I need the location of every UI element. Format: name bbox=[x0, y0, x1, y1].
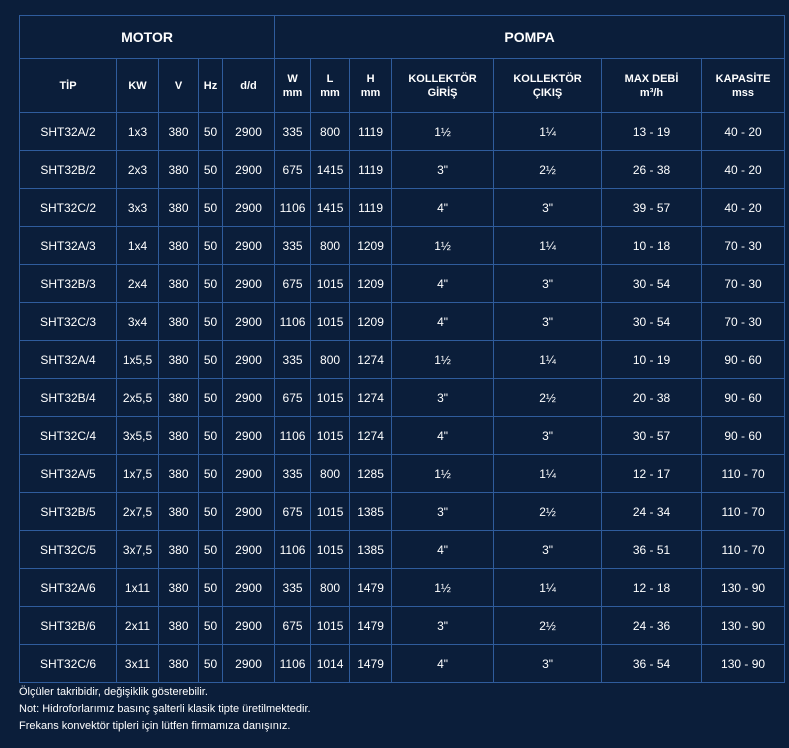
column-header-kollektor-giris bbox=[392, 59, 494, 113]
cell-kapasite: 110 - 70 bbox=[702, 493, 785, 531]
cell-max-debi: 13 - 19 bbox=[602, 113, 702, 151]
cell-w: 1106 bbox=[275, 303, 311, 341]
cell-kollektor-cikis: 3" bbox=[494, 645, 602, 683]
cell-hz: 50 bbox=[199, 417, 223, 455]
column-header-row bbox=[20, 59, 785, 113]
cell-l: 800 bbox=[311, 569, 350, 607]
cell-w: 1106 bbox=[275, 531, 311, 569]
cell-kollektor-giris: 4" bbox=[392, 303, 494, 341]
cell-hz: 50 bbox=[199, 531, 223, 569]
cell-hz: 50 bbox=[199, 455, 223, 493]
cell-kollektor-giris: 4" bbox=[392, 265, 494, 303]
cell-l: 1015 bbox=[311, 531, 350, 569]
cell-max-debi: 26 - 38 bbox=[602, 151, 702, 189]
footnotes bbox=[19, 684, 311, 735]
column-header-line2: mm bbox=[360, 86, 381, 99]
column-header-line1: d/d bbox=[240, 79, 257, 92]
cell-rpm: 2900 bbox=[223, 151, 275, 189]
cell-w: 1106 bbox=[275, 417, 311, 455]
cell-max-debi: 10 - 18 bbox=[602, 227, 702, 265]
column-header-line1: W bbox=[287, 72, 298, 85]
cell-rpm: 2900 bbox=[223, 455, 275, 493]
cell-w: 675 bbox=[275, 493, 311, 531]
cell-kw: 1x4 bbox=[117, 227, 159, 265]
cell-w: 675 bbox=[275, 151, 311, 189]
cell-v: 380 bbox=[159, 341, 199, 379]
cell-tip: SHT32A/2 bbox=[20, 113, 117, 151]
cell-kapasite: 70 - 30 bbox=[702, 303, 785, 341]
cell-tip: SHT32C/2 bbox=[20, 189, 117, 227]
footnote-line: Frekans konvektör tipleri için lütfen firmamıza danışınız. bbox=[19, 720, 291, 732]
cell-rpm: 2900 bbox=[223, 227, 275, 265]
cell-hz: 50 bbox=[199, 265, 223, 303]
cell-kollektor-cikis: 2½ bbox=[494, 151, 602, 189]
cell-v: 380 bbox=[159, 531, 199, 569]
column-header-kw bbox=[117, 59, 159, 113]
cell-h: 1479 bbox=[350, 569, 392, 607]
table-row bbox=[20, 151, 785, 189]
cell-hz: 50 bbox=[199, 151, 223, 189]
column-header-line1: KAPASİTE bbox=[715, 72, 771, 85]
cell-rpm: 2900 bbox=[223, 607, 275, 645]
cell-kw: 2x7,5 bbox=[117, 493, 159, 531]
cell-kollektor-cikis: 3" bbox=[494, 417, 602, 455]
cell-l: 1415 bbox=[311, 189, 350, 227]
column-header-max-debi bbox=[602, 59, 702, 113]
cell-max-debi: 10 - 19 bbox=[602, 341, 702, 379]
column-header-line1: KOLLEKTÖR bbox=[513, 72, 582, 85]
table-row bbox=[20, 113, 785, 151]
column-header-hz bbox=[199, 59, 223, 113]
cell-l: 1015 bbox=[311, 379, 350, 417]
cell-w: 335 bbox=[275, 455, 311, 493]
cell-w: 335 bbox=[275, 569, 311, 607]
cell-v: 380 bbox=[159, 455, 199, 493]
column-header-line1: L bbox=[326, 72, 334, 85]
cell-w: 335 bbox=[275, 113, 311, 151]
cell-kw: 3x4 bbox=[117, 303, 159, 341]
cell-kollektor-cikis: 1¼ bbox=[494, 341, 602, 379]
cell-kollektor-giris: 1½ bbox=[392, 569, 494, 607]
cell-hz: 50 bbox=[199, 569, 223, 607]
cell-w: 335 bbox=[275, 227, 311, 265]
cell-kw: 3x5,5 bbox=[117, 417, 159, 455]
cell-kollektor-cikis: 1¼ bbox=[494, 569, 602, 607]
cell-w: 675 bbox=[275, 265, 311, 303]
cell-tip: SHT32B/5 bbox=[20, 493, 117, 531]
cell-kollektor-giris: 3" bbox=[392, 379, 494, 417]
cell-kapasite: 130 - 90 bbox=[702, 645, 785, 683]
cell-h: 1209 bbox=[350, 227, 392, 265]
cell-tip: SHT32A/3 bbox=[20, 227, 117, 265]
cell-v: 380 bbox=[159, 569, 199, 607]
column-header-line2: mm bbox=[320, 86, 340, 99]
cell-kapasite: 130 - 90 bbox=[702, 569, 785, 607]
cell-rpm: 2900 bbox=[223, 189, 275, 227]
cell-hz: 50 bbox=[199, 303, 223, 341]
cell-kw: 2x11 bbox=[117, 607, 159, 645]
cell-tip: SHT32A/5 bbox=[20, 455, 117, 493]
table-row bbox=[20, 645, 785, 683]
cell-tip: SHT32B/6 bbox=[20, 607, 117, 645]
cell-max-debi: 30 - 57 bbox=[602, 417, 702, 455]
cell-tip: SHT32C/4 bbox=[20, 417, 117, 455]
cell-kollektor-giris: 3" bbox=[392, 493, 494, 531]
cell-h: 1385 bbox=[350, 493, 392, 531]
cell-hz: 50 bbox=[199, 645, 223, 683]
cell-v: 380 bbox=[159, 227, 199, 265]
cell-tip: SHT32B/2 bbox=[20, 151, 117, 189]
column-header-line1: H bbox=[366, 72, 375, 85]
cell-max-debi: 39 - 57 bbox=[602, 189, 702, 227]
cell-kollektor-giris: 1½ bbox=[392, 227, 494, 265]
column-header-rpm bbox=[223, 59, 275, 113]
cell-rpm: 2900 bbox=[223, 645, 275, 683]
cell-kollektor-giris: 3" bbox=[392, 151, 494, 189]
cell-kapasite: 90 - 60 bbox=[702, 341, 785, 379]
cell-rpm: 2900 bbox=[223, 493, 275, 531]
cell-max-debi: 30 - 54 bbox=[602, 265, 702, 303]
cell-max-debi: 36 - 54 bbox=[602, 645, 702, 683]
column-header-h bbox=[350, 59, 392, 113]
column-header-line1: MAX DEBİ bbox=[624, 72, 679, 85]
cell-v: 380 bbox=[159, 645, 199, 683]
cell-max-debi: 30 - 54 bbox=[602, 303, 702, 341]
column-header-kapasite bbox=[702, 59, 785, 113]
table-row bbox=[20, 493, 785, 531]
column-header-line1: KW bbox=[128, 79, 147, 92]
cell-kapasite: 70 - 30 bbox=[702, 265, 785, 303]
cell-hz: 50 bbox=[199, 379, 223, 417]
column-header-line2: mss bbox=[732, 86, 755, 99]
cell-l: 1015 bbox=[311, 303, 350, 341]
cell-kapasite: 40 - 20 bbox=[702, 189, 785, 227]
cell-l: 1015 bbox=[311, 607, 350, 645]
cell-kollektor-cikis: 3" bbox=[494, 189, 602, 227]
column-header-kollektor-cikis bbox=[494, 59, 602, 113]
cell-kollektor-cikis: 3" bbox=[494, 303, 602, 341]
cell-h: 1274 bbox=[350, 417, 392, 455]
cell-h: 1119 bbox=[350, 113, 392, 151]
cell-tip: SHT32B/4 bbox=[20, 379, 117, 417]
column-header-line1: KOLLEKTÖR bbox=[408, 72, 477, 85]
cell-v: 380 bbox=[159, 417, 199, 455]
cell-max-debi: 24 - 34 bbox=[602, 493, 702, 531]
cell-h: 1385 bbox=[350, 531, 392, 569]
spec-table bbox=[19, 15, 785, 683]
column-header-l bbox=[311, 59, 350, 113]
table-row bbox=[20, 569, 785, 607]
cell-hz: 50 bbox=[199, 189, 223, 227]
cell-w: 1106 bbox=[275, 645, 311, 683]
cell-v: 380 bbox=[159, 189, 199, 227]
footnote-line: Ölçüler takribidir, değişiklik gösterebilir. bbox=[19, 686, 208, 698]
column-header-line1: V bbox=[174, 79, 183, 92]
cell-kollektor-cikis: 3" bbox=[494, 531, 602, 569]
cell-rpm: 2900 bbox=[223, 569, 275, 607]
cell-kollektor-giris: 1½ bbox=[392, 341, 494, 379]
cell-h: 1209 bbox=[350, 265, 392, 303]
cell-l: 800 bbox=[311, 113, 350, 151]
table-row bbox=[20, 417, 785, 455]
cell-w: 1106 bbox=[275, 189, 311, 227]
cell-kapasite: 130 - 90 bbox=[702, 607, 785, 645]
table-row bbox=[20, 265, 785, 303]
column-header-line2: ÇIKIŞ bbox=[532, 86, 563, 99]
cell-kollektor-cikis: 2½ bbox=[494, 493, 602, 531]
column-header-v bbox=[159, 59, 199, 113]
cell-h: 1274 bbox=[350, 341, 392, 379]
cell-tip: SHT32C/3 bbox=[20, 303, 117, 341]
column-header-tip bbox=[20, 59, 117, 113]
column-header-line2: mm bbox=[282, 86, 303, 99]
cell-kapasite: 90 - 60 bbox=[702, 417, 785, 455]
column-header-line2: GİRİŞ bbox=[427, 86, 458, 99]
cell-kw: 2x4 bbox=[117, 265, 159, 303]
cell-kapasite: 40 - 20 bbox=[702, 151, 785, 189]
cell-kw: 3x7,5 bbox=[117, 531, 159, 569]
table-row bbox=[20, 303, 785, 341]
cell-kollektor-giris: 4" bbox=[392, 417, 494, 455]
cell-tip: SHT32B/3 bbox=[20, 265, 117, 303]
column-header-w bbox=[275, 59, 311, 113]
cell-kw: 1x7,5 bbox=[117, 455, 159, 493]
cell-max-debi: 20 - 38 bbox=[602, 379, 702, 417]
motor-header: MOTOR bbox=[20, 16, 275, 59]
cell-kollektor-cikis: 3" bbox=[494, 265, 602, 303]
cell-w: 675 bbox=[275, 607, 311, 645]
cell-kw: 1x11 bbox=[117, 569, 159, 607]
cell-v: 380 bbox=[159, 379, 199, 417]
cell-tip: SHT32A/6 bbox=[20, 569, 117, 607]
cell-kw: 3x3 bbox=[117, 189, 159, 227]
cell-kapasite: 70 - 30 bbox=[702, 227, 785, 265]
cell-w: 335 bbox=[275, 341, 311, 379]
cell-l: 1014 bbox=[311, 645, 350, 683]
cell-rpm: 2900 bbox=[223, 341, 275, 379]
cell-hz: 50 bbox=[199, 607, 223, 645]
cell-h: 1479 bbox=[350, 645, 392, 683]
cell-kapasite: 110 - 70 bbox=[702, 455, 785, 493]
cell-kollektor-giris: 1½ bbox=[392, 455, 494, 493]
table-row bbox=[20, 531, 785, 569]
cell-v: 380 bbox=[159, 607, 199, 645]
cell-hz: 50 bbox=[199, 341, 223, 379]
cell-l: 1015 bbox=[311, 265, 350, 303]
cell-max-debi: 36 - 51 bbox=[602, 531, 702, 569]
cell-tip: SHT32A/4 bbox=[20, 341, 117, 379]
cell-l: 800 bbox=[311, 227, 350, 265]
cell-kollektor-giris: 4" bbox=[392, 531, 494, 569]
cell-hz: 50 bbox=[199, 113, 223, 151]
cell-h: 1119 bbox=[350, 189, 392, 227]
cell-rpm: 2900 bbox=[223, 417, 275, 455]
cell-tip: SHT32C/5 bbox=[20, 531, 117, 569]
cell-kollektor-giris: 4" bbox=[392, 645, 494, 683]
cell-tip: SHT32C/6 bbox=[20, 645, 117, 683]
cell-w: 675 bbox=[275, 379, 311, 417]
cell-rpm: 2900 bbox=[223, 531, 275, 569]
cell-v: 380 bbox=[159, 151, 199, 189]
cell-v: 380 bbox=[159, 303, 199, 341]
cell-h: 1274 bbox=[350, 379, 392, 417]
cell-rpm: 2900 bbox=[223, 113, 275, 151]
cell-h: 1479 bbox=[350, 607, 392, 645]
column-header-line1: TİP bbox=[59, 79, 77, 92]
cell-rpm: 2900 bbox=[223, 265, 275, 303]
cell-kw: 1x3 bbox=[117, 113, 159, 151]
cell-kollektor-giris: 4" bbox=[392, 189, 494, 227]
cell-kollektor-cikis: 1¼ bbox=[494, 227, 602, 265]
cell-kapasite: 40 - 20 bbox=[702, 113, 785, 151]
table-row bbox=[20, 379, 785, 417]
column-header-line1: Hz bbox=[203, 79, 218, 92]
cell-v: 380 bbox=[159, 113, 199, 151]
cell-rpm: 2900 bbox=[223, 379, 275, 417]
cell-kw: 2x3 bbox=[117, 151, 159, 189]
cell-h: 1119 bbox=[350, 151, 392, 189]
cell-kw: 2x5,5 bbox=[117, 379, 159, 417]
cell-h: 1285 bbox=[350, 455, 392, 493]
cell-kollektor-cikis: 2½ bbox=[494, 607, 602, 645]
cell-kollektor-cikis: 1¼ bbox=[494, 455, 602, 493]
cell-l: 800 bbox=[311, 455, 350, 493]
table-row bbox=[20, 227, 785, 265]
table-row bbox=[20, 189, 785, 227]
cell-max-debi: 12 - 17 bbox=[602, 455, 702, 493]
cell-l: 1415 bbox=[311, 151, 350, 189]
cell-max-debi: 12 - 18 bbox=[602, 569, 702, 607]
cell-kollektor-cikis: 2½ bbox=[494, 379, 602, 417]
cell-l: 1015 bbox=[311, 417, 350, 455]
cell-kollektor-giris: 3" bbox=[392, 607, 494, 645]
column-header-line2: m³/h bbox=[639, 86, 664, 99]
cell-max-debi: 24 - 36 bbox=[602, 607, 702, 645]
table-row bbox=[20, 607, 785, 645]
footnote-line: Not: Hidroforlarımız basınç şalterli klasik tipte üretilmektedir. bbox=[19, 703, 311, 715]
table-body bbox=[20, 113, 785, 683]
group-header-row bbox=[20, 16, 785, 59]
cell-kollektor-giris: 1½ bbox=[392, 113, 494, 151]
table-row bbox=[20, 455, 785, 493]
cell-rpm: 2900 bbox=[223, 303, 275, 341]
cell-hz: 50 bbox=[199, 493, 223, 531]
pompa-header: POMPA bbox=[275, 16, 785, 59]
cell-l: 1015 bbox=[311, 493, 350, 531]
cell-kollektor-cikis: 1¼ bbox=[494, 113, 602, 151]
table-row bbox=[20, 341, 785, 379]
cell-h: 1209 bbox=[350, 303, 392, 341]
cell-hz: 50 bbox=[199, 227, 223, 265]
cell-kw: 1x5,5 bbox=[117, 341, 159, 379]
cell-kapasite: 110 - 70 bbox=[702, 531, 785, 569]
cell-kw: 3x11 bbox=[117, 645, 159, 683]
cell-v: 380 bbox=[159, 265, 199, 303]
cell-l: 800 bbox=[311, 341, 350, 379]
cell-v: 380 bbox=[159, 493, 199, 531]
cell-kapasite: 90 - 60 bbox=[702, 379, 785, 417]
